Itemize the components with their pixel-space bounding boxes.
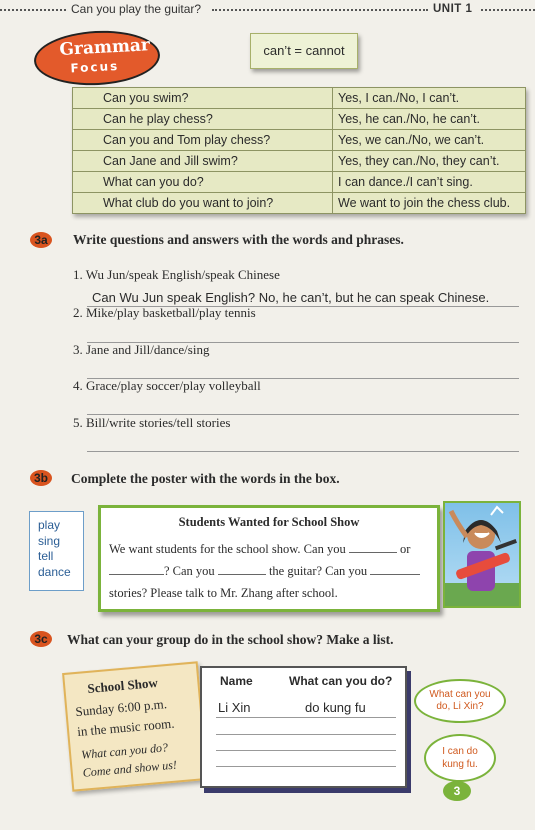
blank-field[interactable] xyxy=(370,564,420,575)
exercise-item-4: 4. Grace/play soccer/play volleyball xyxy=(73,378,261,393)
speech-bubble-answer xyxy=(424,734,496,782)
bubble-text: What can you do, Li Xin? xyxy=(429,689,491,712)
table-answer: Yes, I can./No, I can’t. xyxy=(333,88,526,109)
header-dots-middle xyxy=(212,9,428,11)
card-line-1: Sunday 6:00 p.m. xyxy=(74,696,168,720)
table-row xyxy=(73,88,526,109)
card-line-2: in the music room. xyxy=(76,715,176,740)
table-answer: Yes, they can./No, they can’t. xyxy=(333,151,526,172)
table-question: Can he play chess? xyxy=(73,109,333,130)
table-answer: Yes, he can./No, he can’t. xyxy=(333,109,526,130)
poster-text: ? Can you xyxy=(164,564,215,578)
poster-line-2 xyxy=(109,564,420,579)
list-action: do kung fu xyxy=(305,700,366,715)
grammar-focus-badge xyxy=(33,28,162,89)
header-dots-right xyxy=(481,9,535,11)
table-answer: Yes, we can./No, we can’t. xyxy=(333,130,526,151)
table-question: Can Jane and Jill swim? xyxy=(73,151,333,172)
section-3b-badge: 3b xyxy=(30,470,52,486)
exercise-item-2: 2. Mike/play basketball/play tennis xyxy=(73,305,256,320)
poster-line-3: stories? Please talk to Mr. Zhang after school. xyxy=(109,586,338,600)
table-row xyxy=(73,193,526,214)
table-row xyxy=(73,172,526,193)
guitar-player-icon xyxy=(445,503,519,606)
school-show-poster xyxy=(98,505,440,612)
table-row xyxy=(73,151,526,172)
header-title: Can you play the guitar? xyxy=(71,2,202,16)
section-3c-badge: 3c xyxy=(30,631,52,647)
poster-text: the guitar? Can you xyxy=(268,564,368,578)
exercise-item-1: 1. Wu Jun/speak English/speak Chinese xyxy=(73,267,280,282)
section-3b-title: Complete the poster with the words in the box. xyxy=(71,471,340,486)
word-box xyxy=(29,511,84,591)
guitar-student-illustration xyxy=(443,501,521,608)
exercise-item-5: 5. Bill/write stories/tell stories xyxy=(73,415,231,430)
group-list xyxy=(200,666,407,788)
blank-field[interactable] xyxy=(218,564,266,575)
poster-text: or xyxy=(399,542,411,556)
header-dots-left xyxy=(0,9,66,11)
list-name: Li Xin xyxy=(218,700,251,715)
table-question: What can you do? xyxy=(73,172,333,193)
page-number: 3 xyxy=(443,781,471,801)
table-question: Can you and Tom play chess? xyxy=(73,130,333,151)
list-row-line[interactable] xyxy=(216,734,396,735)
word-item: dance xyxy=(38,564,71,579)
card-title: School Show xyxy=(86,674,159,696)
exercise-item-3: 3. Jane and Jill/dance/sing xyxy=(73,342,210,357)
poster-text: We want students for the school show. Can you xyxy=(109,542,346,556)
section-3c-title: What can your group do in the school show? Make a list. xyxy=(67,632,394,647)
poster-line-1 xyxy=(109,542,410,557)
poster-title: Students Wanted for School Show xyxy=(178,515,360,529)
word-item: sing xyxy=(38,533,61,548)
word-item: play xyxy=(38,518,61,532)
school-show-card xyxy=(62,661,208,791)
table-answer: I can dance./I can’t sing. xyxy=(333,172,526,193)
table-row xyxy=(73,130,526,151)
unit-label: UNIT 1 xyxy=(433,3,473,15)
blank-field[interactable] xyxy=(109,564,164,575)
page-header xyxy=(0,0,535,22)
grammar-badge-bottom: Focus xyxy=(70,58,120,76)
grammar-badge-top: Grammar xyxy=(59,35,151,60)
table-question: Can you swim? xyxy=(73,88,333,109)
list-row-line[interactable] xyxy=(216,717,396,718)
bubble-text: I can do kung fu. xyxy=(442,746,478,770)
answer-line-5[interactable] xyxy=(87,451,519,452)
card-line-4: Come and show us! xyxy=(82,757,178,780)
table-answer: We want to join the chess club. xyxy=(333,193,526,214)
cant-note: can’t = cannot xyxy=(250,33,358,69)
list-header-action: What can you do? xyxy=(289,674,393,688)
speech-bubble-question xyxy=(414,679,506,723)
list-row-line[interactable] xyxy=(216,750,396,751)
card-line-3: What can you do? xyxy=(80,740,169,762)
table-row xyxy=(73,109,526,130)
table-question: What club do you want to join? xyxy=(73,193,333,214)
list-header-name: Name xyxy=(220,674,253,688)
word-item: tell xyxy=(38,549,54,563)
section-3a-badge: 3a xyxy=(30,232,52,248)
blank-field[interactable] xyxy=(349,542,397,553)
grammar-table xyxy=(72,87,526,214)
list-row-line[interactable] xyxy=(216,766,396,767)
example-answer: Can Wu Jun speak English? No, he can’t, but he can speak Chinese. xyxy=(92,290,490,305)
section-3a-title: Write questions and answers with the words and phrases. xyxy=(73,232,404,247)
